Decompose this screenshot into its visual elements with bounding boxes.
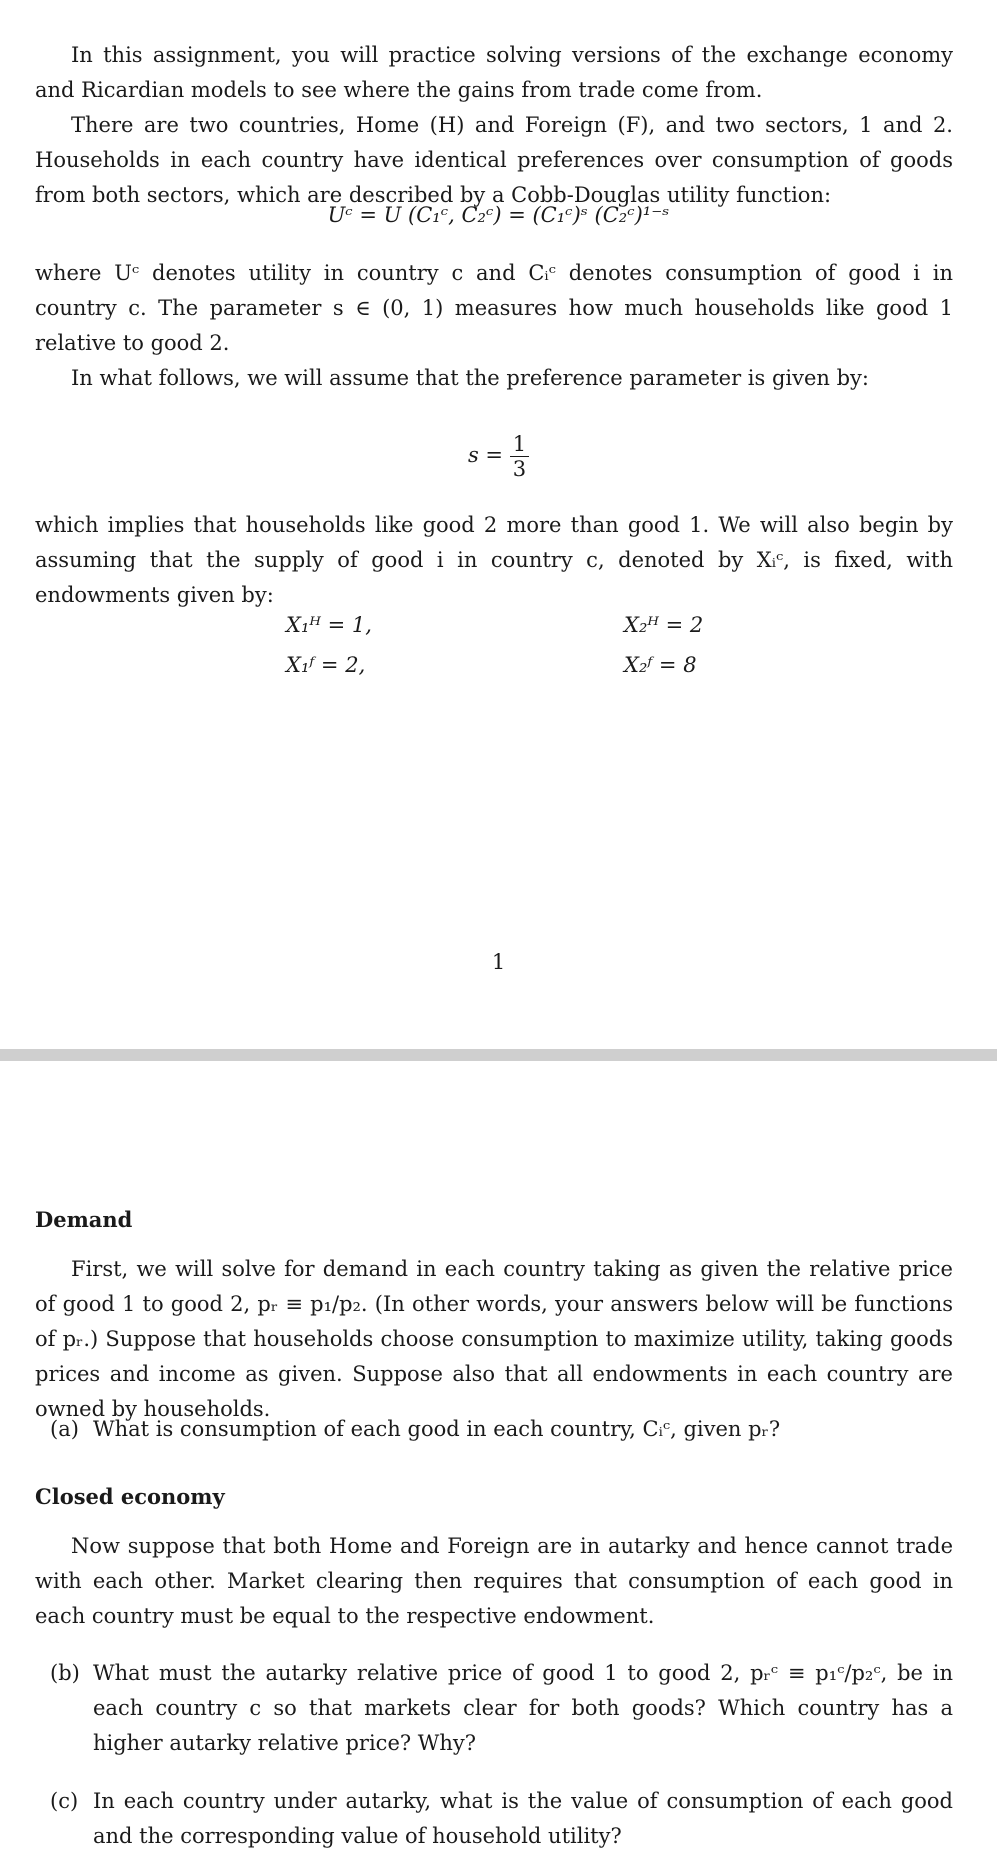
demand-paragraph: First, we will solve for demand in each country taking as given the relative price of good 1 to good 2, pᵣ ≡ p₁/p₂. (In other words, your answers below will be functions of pᵣ.) Suppose that households choose consumption to maximize utility, taking goods prices and income as given. Suppose also that all endowments in each country are owned by households. (35, 1257, 953, 1421)
s-numerator: 1 (510, 432, 529, 457)
s-lhs: s = (467, 443, 503, 467)
question-b-text: What must the autarky relative price of good 1 to good 2, pᵣᶜ ≡ p₁ᶜ/p₂ᶜ, be in each country c so that markets clear for both goods? Which country has a higher autarky relative price? Why? (93, 1661, 953, 1755)
question-c-label: (c) (50, 1789, 79, 1813)
where-paragraph: where Uᶜ denotes utility in country c and Cᵢᶜ denotes consumption of good i in country c. The parameter s ∈ (0, 1) measures how much households like good 1 relative to good 2. (35, 261, 953, 355)
question-c (50, 1784, 953, 1854)
endowment-x2-foreign: X₂ᶠ = 8 (624, 653, 697, 677)
intro-paragraph-1: In this assignment, you will practice solving versions of the exchange economy and Ricardian models to see where the gains from trade come from. (35, 43, 953, 102)
s-denominator: 3 (512, 457, 527, 481)
question-c-text: In each country under autarky, what is the value of consumption of each good and the corresponding value of household utility? (93, 1789, 953, 1848)
question-a (50, 1412, 953, 1447)
question-b-label: (b) (50, 1661, 80, 1685)
intro-paragraph-2: There are two countries, Home (H) and Foreign (F), and two sectors, 1 and 2. Households in each country have identical preferences over consumption of goods from both sectors, which are described by a Cobb-Douglas utility function: (35, 113, 953, 207)
closed-economy-paragraph: Now suppose that both Home and Foreign are in autarky and hence cannot trade with each other. Market clearing then requires that consumption of each good in each country must be equal to the respective endowment. (35, 1534, 953, 1628)
implies-paragraph: which implies that households like good 2 more than good 1. We will also begin by assuming that the supply of good i in country c, denoted by Xᵢᶜ, is fixed, with endowments given by: (35, 513, 953, 607)
implies-section (35, 508, 953, 613)
s-equation (0, 432, 997, 481)
question-b (50, 1656, 953, 1761)
closed-economy-heading: Closed economy (35, 1484, 225, 1509)
page-2 (0, 1061, 997, 1871)
assume-paragraph: In what follows, we will assume that the preference parameter is given by: (71, 366, 869, 390)
closed-economy-section (35, 1529, 953, 1634)
endowment-x2-home: X₂ᴴ = 2 (624, 613, 704, 637)
page-divider (0, 1049, 997, 1061)
page-number: 1 (491, 950, 506, 974)
demand-section (35, 1252, 953, 1427)
question-a-label: (a) (50, 1417, 79, 1441)
question-a-text: What is consumption of each good in each country, Cᵢᶜ, given pᵣ? (93, 1417, 781, 1441)
definitions-section (35, 256, 953, 396)
demand-heading: Demand (35, 1207, 133, 1232)
endowment-x1-home: X₁ᴴ = 1, (286, 613, 372, 637)
s-fraction (510, 432, 529, 481)
utility-equation: Uᶜ = U (C₁ᶜ, C₂ᶜ) = (C₁ᶜ)ˢ (C₂ᶜ)¹⁻ˢ (327, 203, 670, 227)
intro-section (35, 38, 953, 213)
endowment-x1-foreign: X₁ᶠ = 2, (286, 653, 366, 677)
